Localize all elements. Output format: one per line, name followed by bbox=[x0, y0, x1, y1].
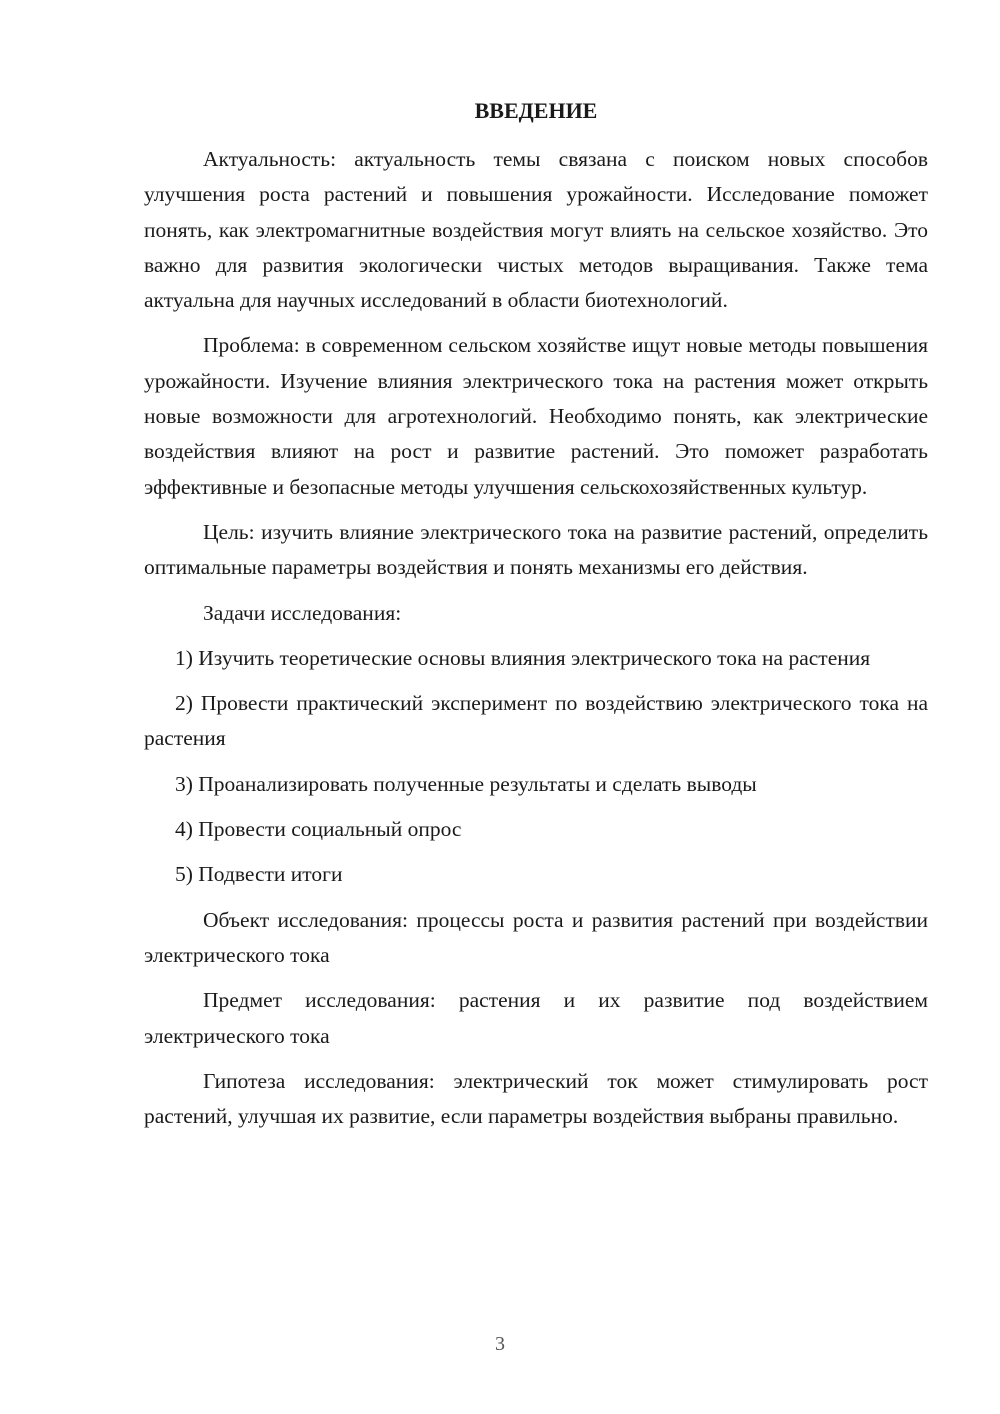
list-item: 1) Изучить теоретические основы влияния электрического тока на растения bbox=[175, 645, 871, 670]
paragraph-hypothesis: Гипотеза исследования: электрический ток может стимулировать рост растений, улучшая их развитие, если параметры воздействия выбраны правильно. bbox=[144, 1068, 928, 1129]
paragraph-object: Объект исследования: процессы роста и развития растений при воздействии электрического тока bbox=[144, 907, 928, 967]
paragraph-subject: Предмет исследования: растения и их развитие под воздействием электрического тока bbox=[144, 988, 928, 1048]
paragraph-problem: Проблема: в современном сельском хозяйстве ищут новые методы повышения урожайности. Изучение влияния электрического тока на растения может открыть новые возможности для агротехнологий. Необходимо понять, как электрические воздействия влияют на рост и развитие растений. Это поможет разработать эффективные и безопасные методы улучшения сельскохозяйственных культур. bbox=[144, 333, 928, 499]
page-number: 3 bbox=[495, 1333, 505, 1355]
tasks-heading: Задачи исследования: bbox=[203, 600, 402, 625]
section-title: ВВЕДЕНИЕ bbox=[474, 98, 598, 123]
list-item: 5) Подвести итоги bbox=[175, 862, 343, 887]
list-item: 3) Проанализировать полученные результаты и сделать выводы bbox=[175, 771, 757, 796]
paragraph-relevance: Актуальность: актуальность темы связана с поиском новых способов улучшения роста растений и повышения урожайности. Исследование поможет понять, как электромагнитные воздействия могут влиять на сельское хозяйство. Это важно для развития экологически чистых методов выращивания. Также тема актуальна для научных исследований в области биотехнологий. bbox=[144, 147, 928, 313]
document-page bbox=[144, 94, 928, 1144]
list-item: 4) Провести социальный опрос bbox=[175, 817, 462, 842]
paragraph-goal: Цель: изучить влияние электрического тока на развитие растений, определить оптимальные параметры воздействия и понять механизмы его действия. bbox=[144, 519, 928, 580]
tasks-list bbox=[144, 641, 928, 893]
list-item: 2) Провести практический эксперимент по воздействию электрического тока на растения bbox=[144, 691, 928, 751]
